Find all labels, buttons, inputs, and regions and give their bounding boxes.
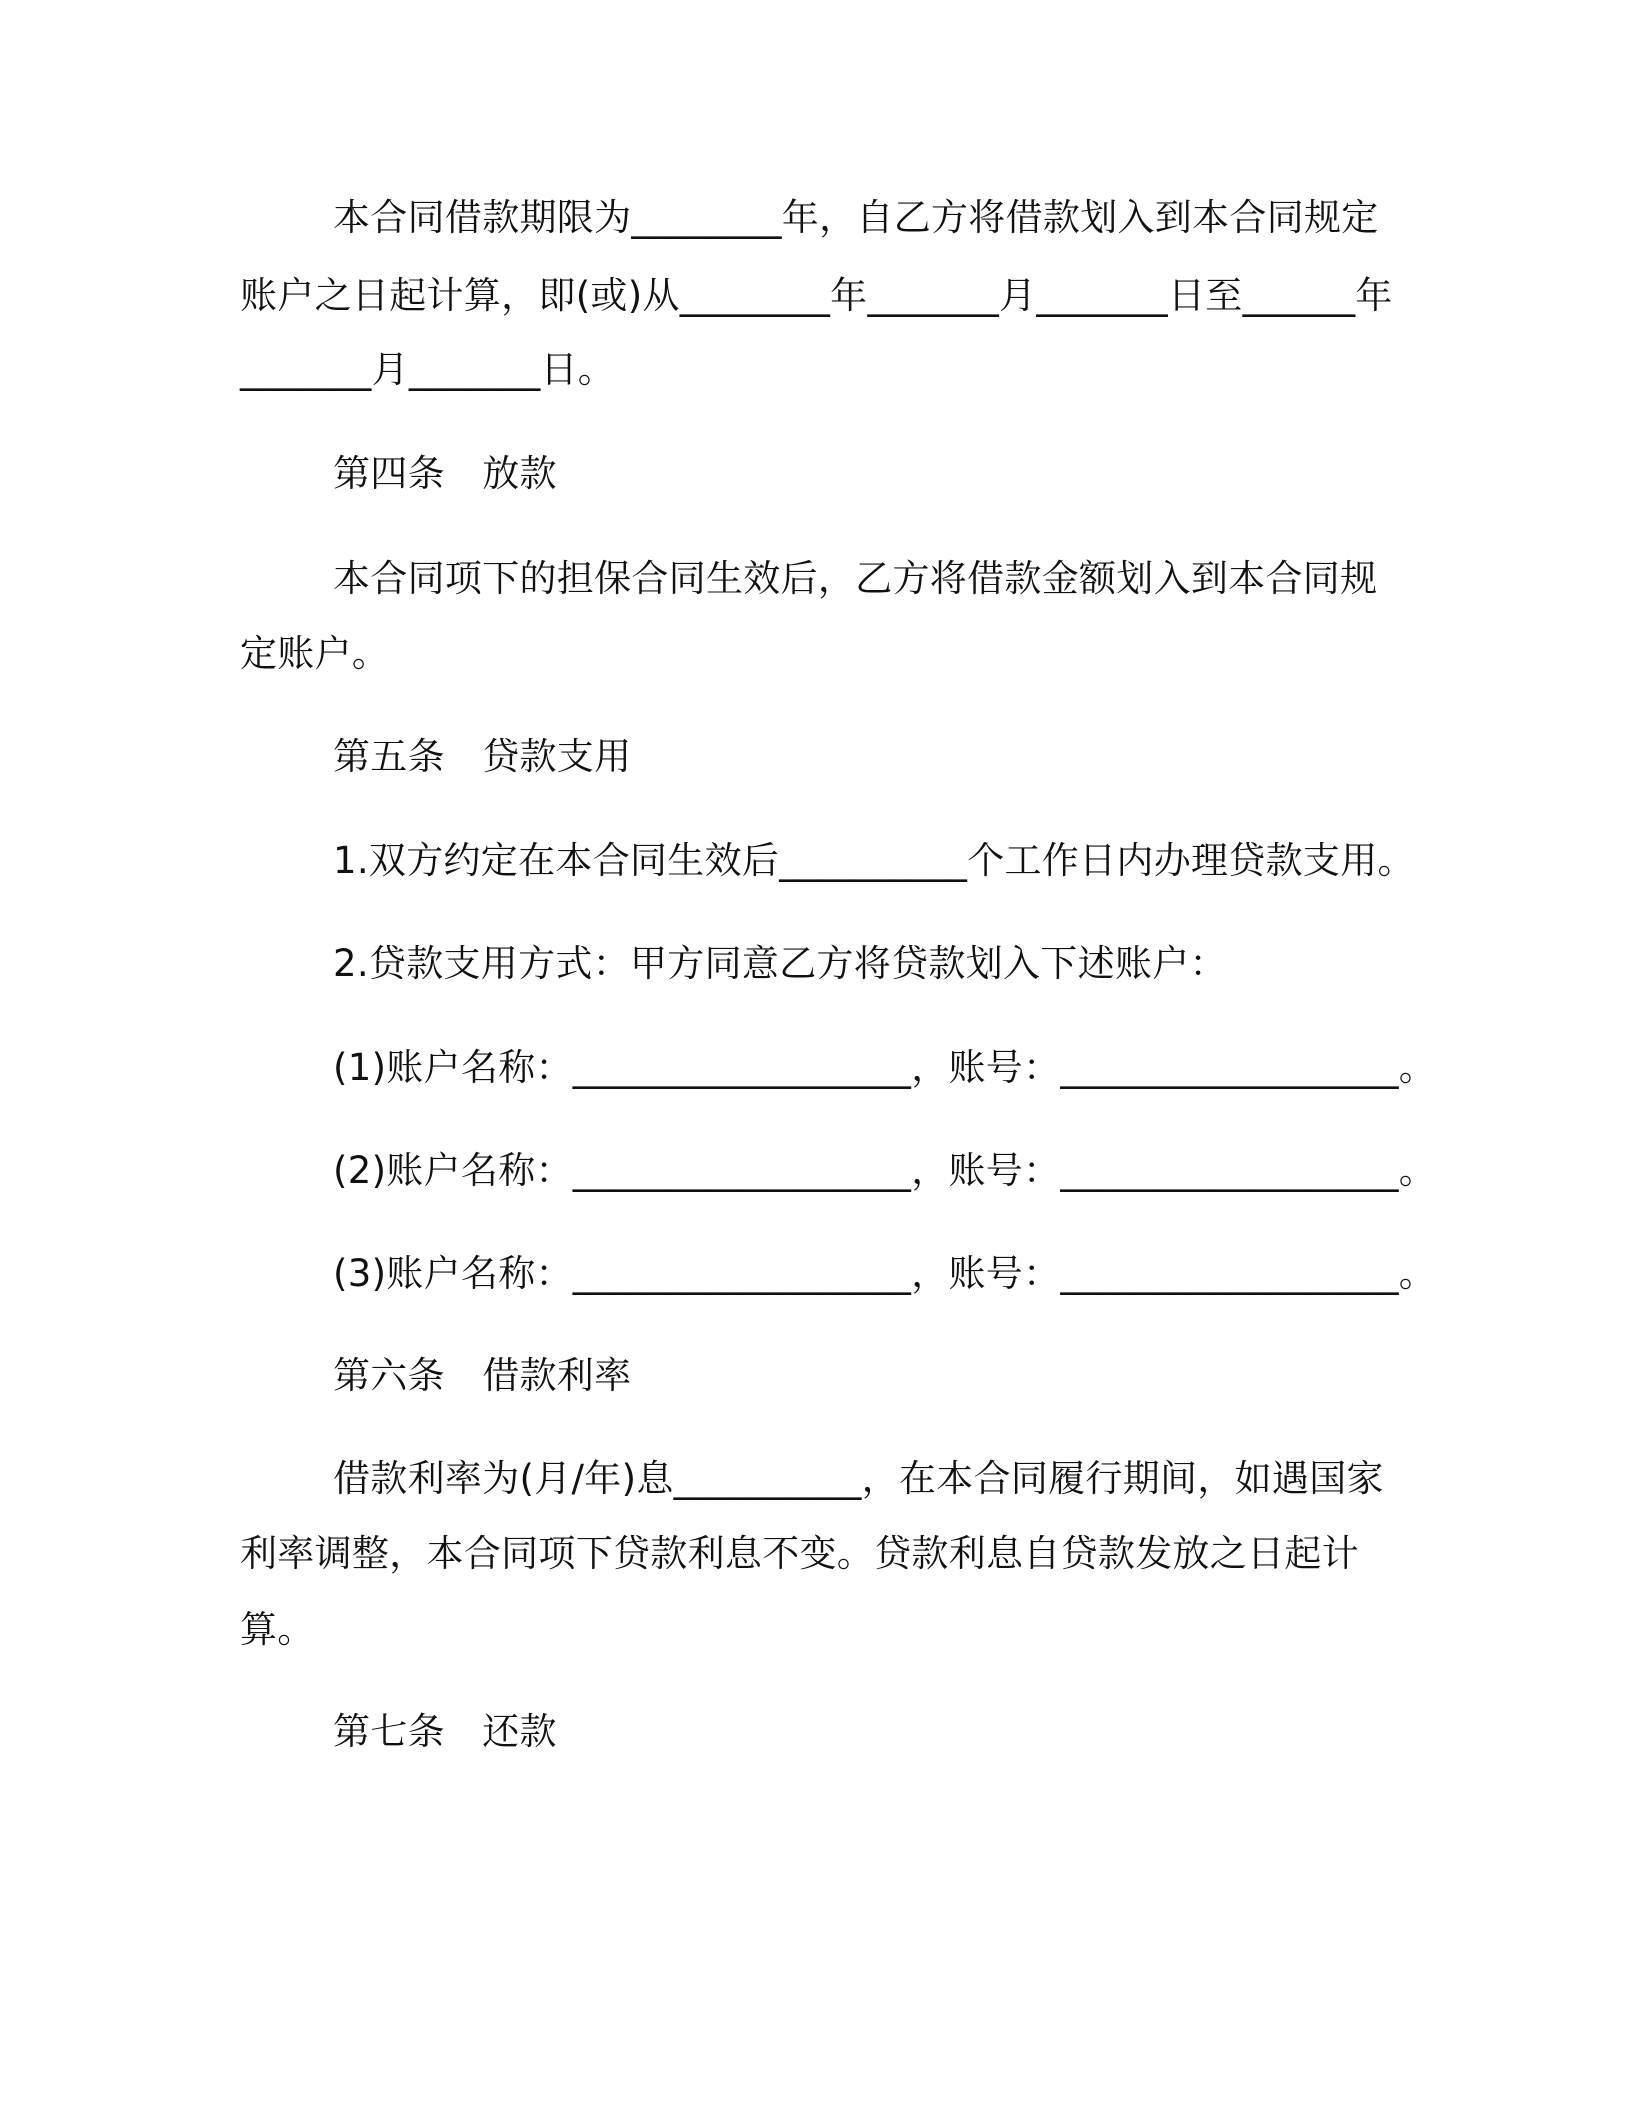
article-4-line-2: 定账户。 (240, 632, 390, 675)
article-6-line-2: 利率调整，本合同项下贷款利息不变。贷款利息自贷款发放之日起计 (240, 1532, 1359, 1575)
account-line-1: (1)账户名称：__________________，账号：__________________。 (333, 1046, 1437, 1089)
article-7-heading: 第七条 还款 (333, 1710, 557, 1753)
account-line-3: (3)账户名称：__________________，账号：__________________。 (333, 1252, 1437, 1295)
article-5-heading: 第五条 贷款支用 (333, 735, 632, 778)
term-paragraph-line-1: 本合同借款期限为________年，自乙方将借款划入到本合同规定 (333, 196, 1379, 239)
term-paragraph-line-2: 账户之日起计算，即(或)从________年_______月_______日至______年 (240, 274, 1393, 317)
article-5-item-2: 2.贷款支用方式：甲方同意乙方将贷款划入下述账户： (333, 942, 1227, 985)
article-6-line-3: 算。 (240, 1608, 315, 1651)
article-4-heading: 第四条 放款 (333, 452, 557, 495)
article-5-item-1: 1.双方约定在本合同生效后__________个工作日内办理贷款支用。 (333, 839, 1415, 882)
article-4-line-1: 本合同项下的担保合同生效后，乙方将借款金额划入到本合同规 (333, 557, 1378, 600)
article-6-heading: 第六条 借款利率 (333, 1354, 632, 1397)
account-line-2: (2)账户名称：__________________，账号：__________________。 (333, 1149, 1437, 1192)
article-6-line-1: 借款利率为(月/年)息__________，在本合同履行期间，如遇国家 (333, 1457, 1384, 1500)
term-paragraph-line-3: _______月_______日。 (240, 348, 616, 391)
